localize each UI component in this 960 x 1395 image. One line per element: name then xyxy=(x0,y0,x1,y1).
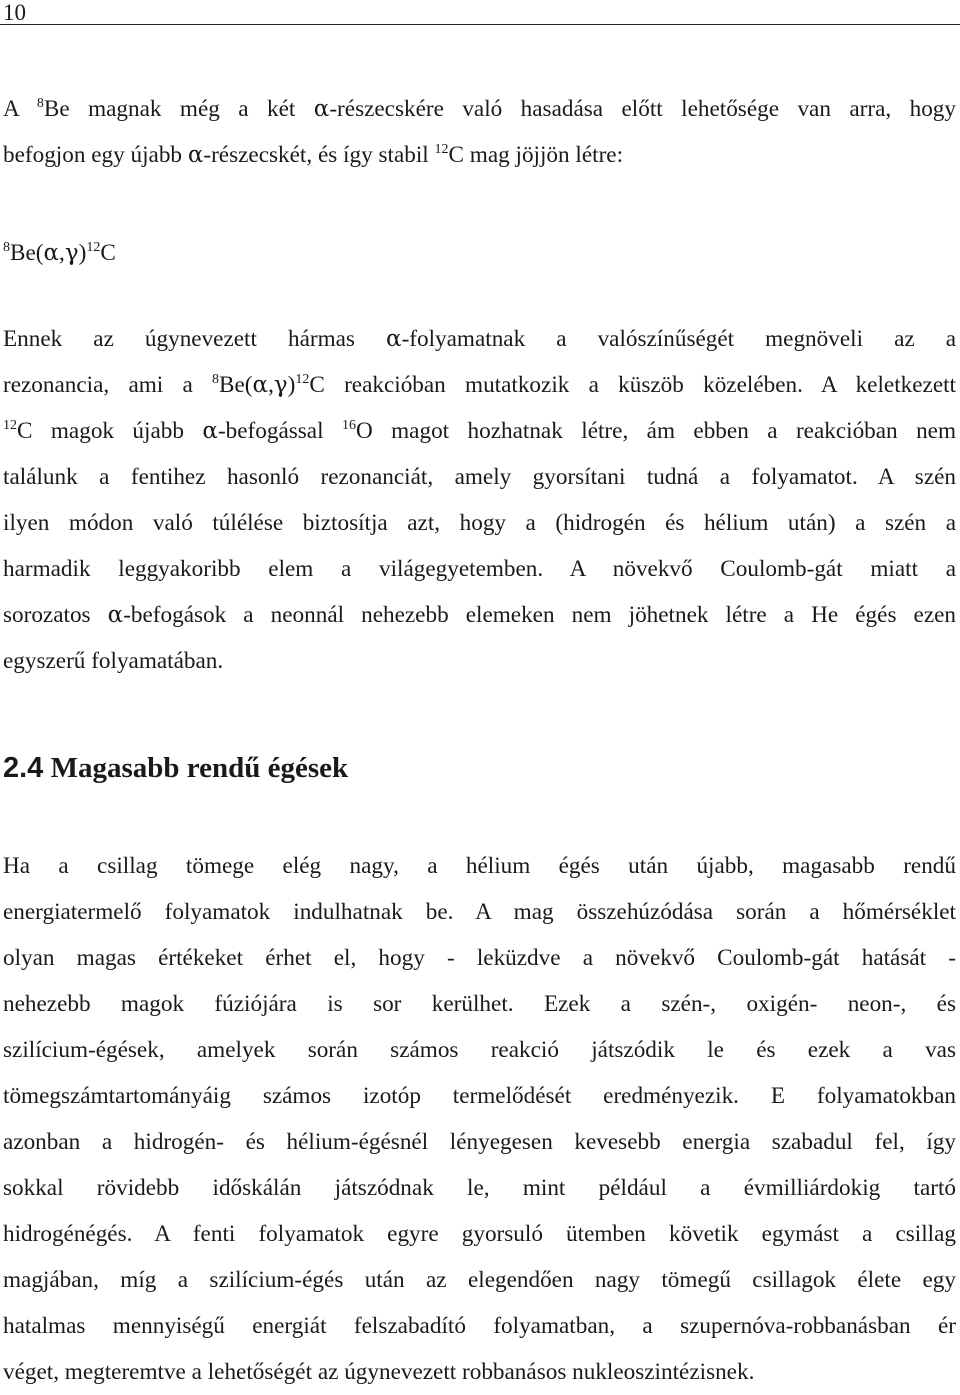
text-line: magjában, míg a szilícium-égés után az elegendően nagy tömegű csillagok élete egy xyxy=(3,1267,956,1293)
text-line: Ennek az úgynevezett hármas α-folyamatnak a valószínűségét megnöveli az a xyxy=(3,326,956,352)
text-line: tömegszámtartományáig számos izotóp termelődését eredményezik. E folyamatokban xyxy=(3,1083,956,1109)
text-line: $^{12}$C magok újabb α-befogással $^{16}$O magot hozhatnak létre, ám ebben a reakcióban nem xyxy=(3,418,957,444)
header-rule xyxy=(0,24,960,25)
reaction-equation: $^8Be(\alpha,\gamma)^{12}C$ xyxy=(3,240,116,266)
text-line: befogjon egy újabb α-részecskét, és így stabil $^{12}$C mag jöjjön létre: xyxy=(3,142,624,168)
text-line: találunk a fentihez hasonló rezonanciát, amely gyorsítani tudná a folyamatot. A szén xyxy=(3,464,956,490)
section-heading: 2.4 Magasabb rendű égések xyxy=(3,752,349,784)
text-line: sokkal rövidebb időskálán játszódnak le, mint például a évmilliárdokig tartó xyxy=(3,1175,956,1201)
text-line: hatalmas mennyiségű energiát felszabadító folyamatban, a szupernóva-robbanásban ér xyxy=(3,1313,956,1339)
text-line: nehezebb magok fúziójára is sor kerülhet. Ezek a szén-, oxigén- neon-, és xyxy=(3,991,956,1017)
text-line: véget, megteremtve a lehetőségét az úgynevezett robbanásos nukleoszintézisnek. xyxy=(3,1359,755,1385)
higher-order-burning-paragraph xyxy=(3,843,956,1395)
text-line: energiatermelő folyamatok indulhatnak be. A mag összehúzódása során a hőmérséklet xyxy=(3,899,956,925)
text-line: sorozatos α-befogások a neonnál nehezebb elemeken nem jöhetnek létre a He égés ezen xyxy=(3,602,957,628)
text-line: Ha a csillag tömege elég nagy, a hélium égés után újabb, magasabb rendű xyxy=(3,853,956,879)
text-line: azonban a hidrogén- és hélium-égésnél lényegesen kevesebb energia szabadul fel, így xyxy=(3,1129,956,1155)
text-line: A $^8$Be magnak még a két α-részecskére való hasadása előtt lehetősége van arra, hogy xyxy=(3,96,956,122)
intro-paragraph xyxy=(3,86,956,178)
text-line: harmadik leggyakoribb elem a világegyetemben. A növekvő Coulomb-gát miatt a xyxy=(3,556,956,582)
text-line: hidrogénégés. A fenti folyamatok egyre gyorsuló ütemben követik egymást a csillag xyxy=(3,1221,956,1247)
text-line: szilícium-égések, amelyek során számos reakció játszódik le és ezek a vas xyxy=(3,1037,956,1063)
text-line: ilyen módon való túlélése biztosítja azt, hogy a (hidrogén és hélium után) a szén a xyxy=(3,510,956,536)
text-line: rezonancia, ami a $^8Be(\alpha,\gamma)^{12}C$ reakcióban mutatkozik a küszöb közelében. A keletkezett xyxy=(3,372,956,398)
page-number: 10 xyxy=(3,0,26,25)
text-line: olyan magas értékeket érhet el, hogy - leküzdve a növekvő Coulomb-gát hatását - xyxy=(3,945,956,971)
text-line: egyszerű folyamatában. xyxy=(3,648,224,674)
triple-alpha-paragraph xyxy=(3,316,956,684)
